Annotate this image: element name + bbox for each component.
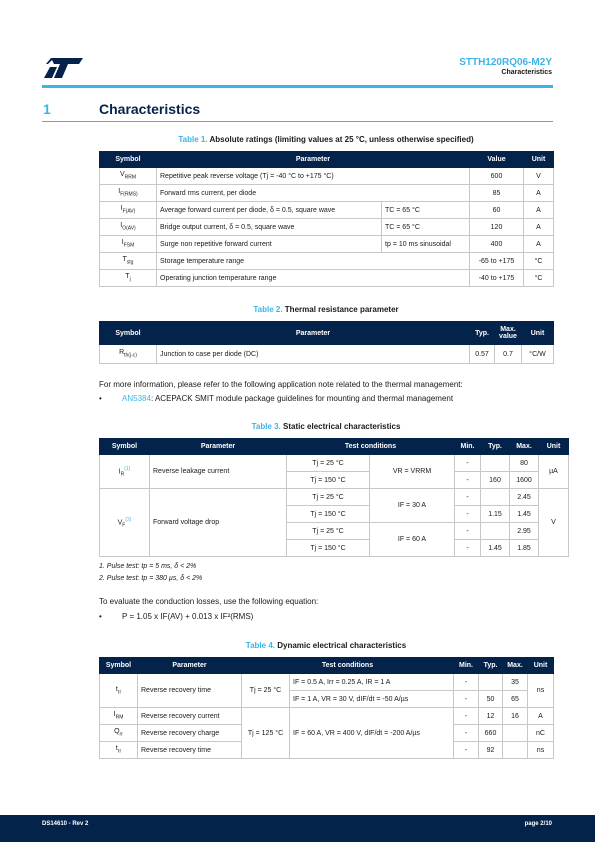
table-row xyxy=(100,236,554,253)
table-row xyxy=(100,455,569,472)
condition-cell: IF = 60 A xyxy=(370,523,455,557)
min-cell: - xyxy=(454,742,479,759)
param-cell: Average forward current per diode, δ = 0.5, square wave xyxy=(157,202,382,219)
symbol-cell: $R_{th(j-c)}$ xyxy=(100,345,157,364)
col-header: Unit xyxy=(524,152,554,168)
param-cell: Operating junction temperature range xyxy=(157,270,470,287)
unit-cell: ns xyxy=(528,742,554,759)
tj-cell: Tj = 25 °C xyxy=(242,674,290,708)
param-cell: Reverse recovery current xyxy=(138,708,242,725)
max-cell xyxy=(503,742,528,759)
min-cell: - xyxy=(455,506,481,523)
symbol-cell: $V_{RRM}$ xyxy=(100,168,157,185)
symbol-cell: $t_{rr}$ xyxy=(100,674,138,708)
tj-cell: Tj = 150 °C xyxy=(287,472,370,489)
table2 xyxy=(99,321,554,364)
symbol-cell: $V_F^{(2)}$ xyxy=(100,489,150,557)
typ-cell: 0.57 xyxy=(470,345,495,364)
conduction-equation-item xyxy=(99,612,253,621)
unit-cell: A xyxy=(524,185,554,202)
col-header: Parameter xyxy=(150,439,287,455)
value-cell: -65 to +175 xyxy=(470,253,524,270)
bullet: • xyxy=(99,394,102,403)
min-cell: - xyxy=(455,523,481,540)
typ-cell: 660 xyxy=(479,725,503,742)
typ-cell: 1.15 xyxy=(481,506,510,523)
tj-cell: Tj = 150 °C xyxy=(287,506,370,523)
unit-cell: A xyxy=(528,708,554,725)
bullet: • xyxy=(99,612,102,621)
section-title: Characteristics xyxy=(99,101,201,117)
col-header: Value xyxy=(470,152,524,168)
col-header: Max. value xyxy=(495,322,522,345)
param-cell: Reverse recovery charge xyxy=(138,725,242,742)
table-row xyxy=(100,219,554,236)
max-cell: 1.85 xyxy=(510,540,539,557)
typ-cell xyxy=(479,674,503,691)
max-cell xyxy=(503,725,528,742)
condition-cell: IF = 60 A, VR = 400 V, dIF/dt = -200 A/µs xyxy=(290,708,454,759)
table1 xyxy=(99,151,554,287)
symbol-cell: $T_{stg}$ xyxy=(100,253,157,270)
min-cell: - xyxy=(455,472,481,489)
tj-cell: Tj = 125 °C xyxy=(242,708,290,759)
col-header: Max. xyxy=(503,658,528,674)
col-header: Typ. xyxy=(470,322,495,345)
param-cell: Forward voltage drop xyxy=(150,489,287,557)
header-rule xyxy=(42,85,553,88)
st-logo xyxy=(42,56,84,80)
unit-cell: A xyxy=(524,236,554,253)
condition-cell: TC = 65 °C xyxy=(382,202,470,219)
min-cell: - xyxy=(455,455,481,472)
typ-cell: 12 xyxy=(479,708,503,725)
table-row xyxy=(100,185,554,202)
typ-cell: 1.45 xyxy=(481,540,510,557)
conduction-intro: To evaluate the conduction losses, use the following equation: xyxy=(99,597,319,606)
param-cell: Reverse recovery time xyxy=(138,674,242,708)
symbol-cell: $I_{F(RMS)}$ xyxy=(100,185,157,202)
col-header: Parameter xyxy=(138,658,242,674)
symbol-cell: $T_j$ xyxy=(100,270,157,287)
symbol-cell: $I_{FSM}$ xyxy=(100,236,157,253)
unit-cell: °C/W xyxy=(522,345,554,364)
max-cell: 1.45 xyxy=(510,506,539,523)
max-cell: 80 xyxy=(510,455,539,472)
col-header: Symbol xyxy=(100,439,150,455)
max-cell: 2.45 xyxy=(510,489,539,506)
typ-cell xyxy=(481,523,510,540)
param-cell: Reverse recovery time xyxy=(138,742,242,759)
col-header: Test conditions xyxy=(287,439,455,455)
min-cell: - xyxy=(454,725,479,742)
col-header: Min. xyxy=(454,658,479,674)
unit-cell: nC xyxy=(528,725,554,742)
symbol-cell: $I_{F(AV)}$ xyxy=(100,202,157,219)
typ-cell: 160 xyxy=(481,472,510,489)
col-header: Unit xyxy=(528,658,554,674)
col-header: Typ. xyxy=(479,658,503,674)
max-cell: 35 xyxy=(503,674,528,691)
table-row xyxy=(100,708,554,725)
thermal-note-item: • AN5384: ACEPACK SMIT module package guidelines for mounting and thermal management xyxy=(99,394,454,403)
tj-cell: Tj = 25 °C xyxy=(287,489,370,506)
thermal-note-intro: For more information, please refer to the following application note related to the thermal management: xyxy=(99,380,463,389)
table3-footnote-2: 2. Pulse test: tp = 380 µs, δ < 2% xyxy=(99,575,203,582)
min-cell: - xyxy=(454,691,479,708)
max-cell: 65 xyxy=(503,691,528,708)
unit-cell: °C xyxy=(524,270,554,287)
section-rule xyxy=(42,121,553,122)
condition-cell: tp = 10 ms sinusoidal xyxy=(382,236,470,253)
table-row xyxy=(100,168,554,185)
table3 xyxy=(99,438,569,557)
section-number: 1 xyxy=(43,101,51,117)
typ-cell xyxy=(481,489,510,506)
symbol-cell: $I_R^{(1)}$ xyxy=(100,455,150,489)
unit-cell: V xyxy=(524,168,554,185)
max-cell: 1600 xyxy=(510,472,539,489)
min-cell: - xyxy=(454,674,479,691)
value-cell: 120 xyxy=(470,219,524,236)
symbol-cell: $t_{rr}$ xyxy=(100,742,138,759)
conduction-equation: P = 1.05 x IF(AV) + 0.013 x IF²(RMS) xyxy=(122,612,254,621)
param-cell: Junction to case per diode (DC) xyxy=(157,345,470,364)
condition-cell: IF = 1 A, VR = 30 V, dIF/dt = -50 A/µs xyxy=(290,691,454,708)
value-cell: 60 xyxy=(470,202,524,219)
col-header: Parameter xyxy=(157,152,470,168)
unit-cell: µA xyxy=(539,455,569,489)
value-cell: 85 xyxy=(470,185,524,202)
condition-cell: IF = 0.5 A, Irr = 0.25 A, IR = 1 A xyxy=(290,674,454,691)
footer-page-number: page 2/10 xyxy=(524,821,552,827)
table4 xyxy=(99,657,554,759)
table-row xyxy=(100,489,569,506)
table-row xyxy=(100,253,554,270)
col-header: Parameter xyxy=(157,322,470,345)
col-header: Typ. xyxy=(481,439,510,455)
an5384-link[interactable]: AN5384 xyxy=(122,394,151,403)
max-cell: 2.95 xyxy=(510,523,539,540)
table-header-row xyxy=(100,439,569,455)
table-row xyxy=(100,674,554,691)
unit-cell: A xyxy=(524,219,554,236)
col-header: Symbol xyxy=(100,152,157,168)
typ-cell: 92 xyxy=(479,742,503,759)
min-cell: - xyxy=(455,489,481,506)
condition-cell: TC = 65 °C xyxy=(382,219,470,236)
col-header: Test conditions xyxy=(242,658,454,674)
table4-caption: Table 4. Dynamic electrical characteristics xyxy=(245,641,407,650)
param-cell: Reverse leakage current xyxy=(150,455,287,489)
table-row xyxy=(100,345,554,364)
header-doc-id: STTH120RQ06-M2Y xyxy=(459,57,552,68)
condition-cell: VR = VRRM xyxy=(370,455,455,489)
symbol-cell: $I_{O(AV)}$ xyxy=(100,219,157,236)
table3-footnote-1: 1. Pulse test: tp = 5 ms, δ < 2% xyxy=(99,563,197,570)
table-header-row xyxy=(100,152,554,168)
tj-cell: Tj = 25 °C xyxy=(287,455,370,472)
col-header: Symbol xyxy=(100,322,157,345)
col-header: Symbol xyxy=(100,658,138,674)
table1-caption: Table 1. Absolute ratings (limiting values at 25 °C, unless otherwise specified) xyxy=(178,135,474,144)
typ-cell xyxy=(481,455,510,472)
col-header: Max. xyxy=(510,439,539,455)
footer-doc-rev: DS14610 - Rev 2 xyxy=(42,821,89,827)
value-cell: -40 to +175 xyxy=(470,270,524,287)
col-header: Unit xyxy=(539,439,569,455)
value-cell: 600 xyxy=(470,168,524,185)
symbol-cell: $Q_{rr}$ xyxy=(100,725,138,742)
table-row xyxy=(100,202,554,219)
footer-bar xyxy=(0,815,595,842)
col-header: Unit xyxy=(522,322,554,345)
table-header-row xyxy=(100,322,554,345)
param-cell: Repetitive peak reverse voltage (Tj = -40 °C to +175 °C) xyxy=(157,168,470,185)
tj-cell: Tj = 150 °C xyxy=(287,540,370,557)
param-cell: Bridge output current, δ = 0.5, square wave xyxy=(157,219,382,236)
table2-caption: Table 2. Thermal resistance parameter xyxy=(253,305,399,314)
param-cell: Surge non repetitive forward current xyxy=(157,236,382,253)
header-section: Characteristics xyxy=(501,69,552,76)
min-cell: - xyxy=(455,540,481,557)
unit-cell: ns xyxy=(528,674,554,708)
symbol-cell: $I_{RM}$ xyxy=(100,708,138,725)
min-cell: - xyxy=(454,708,479,725)
condition-cell: IF = 30 A xyxy=(370,489,455,523)
table3-caption: Table 3. Static electrical characteristics xyxy=(251,422,401,431)
col-header: Min. xyxy=(455,439,481,455)
max-cell: 0.7 xyxy=(495,345,522,364)
param-cell: Storage temperature range xyxy=(157,253,470,270)
tj-cell: Tj = 25 °C xyxy=(287,523,370,540)
typ-cell: 50 xyxy=(479,691,503,708)
unit-cell: °C xyxy=(524,253,554,270)
table-header-row xyxy=(100,658,554,674)
max-cell: 16 xyxy=(503,708,528,725)
value-cell: 400 xyxy=(470,236,524,253)
param-cell: Forward rms current, per diode xyxy=(157,185,470,202)
unit-cell: V xyxy=(539,489,569,557)
table-row xyxy=(100,270,554,287)
unit-cell: A xyxy=(524,202,554,219)
